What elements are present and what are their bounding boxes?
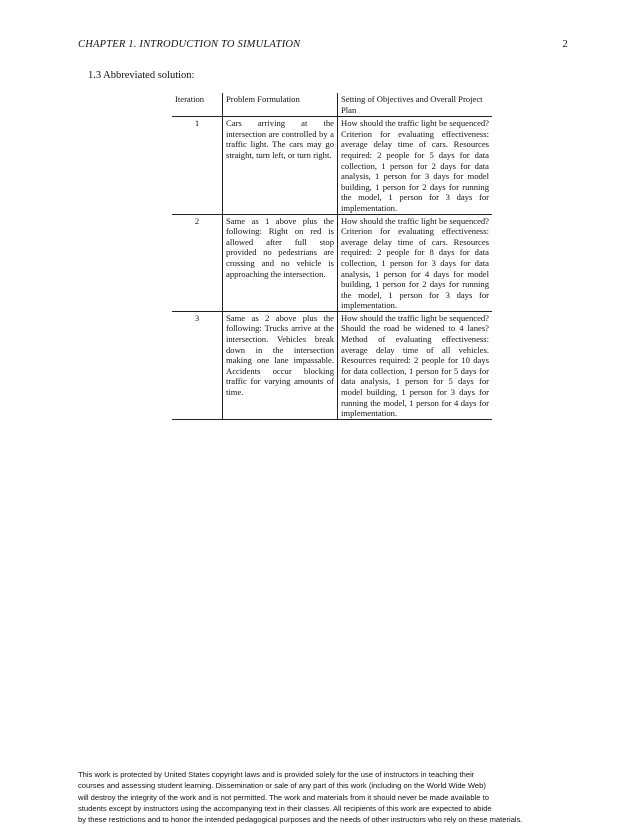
iteration-cell: 1 [172,117,223,214]
iteration-cell: 3 [172,311,223,419]
problem-cell: Same as 1 above plus the following: Right on red is allowed after full stop provided no pedestrians are crossing and no vehicle is approaching the intersection. [223,214,338,311]
copyright-line: by these restrictions and to honor the intended pedagogical purposes and the needs of other instructors who rely on these materials. [78,815,523,825]
table-row [172,117,492,214]
problem-cell: Cars arriving at the intersection are controlled by a traffic light. The cars may go straight, turn left, or turn right. [223,117,338,214]
table-row [172,214,492,311]
table-header-row [172,93,492,117]
section-heading: 1.3 Abbreviated solution: [88,70,195,81]
solution-table [172,93,492,420]
copyright-notice [78,769,578,825]
column-header-problem-formulation: Problem Formulation [223,93,338,117]
objectives-cell: How should the traffic light be sequenced? Criterion for evaluating effectiveness: average delay time of cars. Resources required: 2 people for 5 days for data collection, 1 person for 2 days for data analysis, 1 person for 3 days for model building, 1 person for 2 days for running the model, 1 person for 3 days for implementation. [338,117,493,214]
copyright-line: will destroy the integrity of the work and is not permitted. The work and materials from it should never be made available to [78,792,489,802]
problem-cell: Same as 2 above plus the following: Trucks arrive at the intersection. Vehicles break down in the intersection making one lane impassable. Accidents occur blocking traffic for varying amounts of time. [223,311,338,419]
column-header-iteration: Iteration [172,93,223,117]
column-header-objectives: Setting of Objectives and Overall Project Plan [338,93,493,117]
objectives-cell: How should the traffic light be sequenced? Should the road be widened to 4 lanes? Method of evaluating effectiveness: average delay time of all vehicles. Resources required: 2 people for 10 days for data collection, 1 person for 5 days for data analysis, 1 person for 5 days for model building, 1 person for 3 days for running the model, 1 person for 4 days for implementation. [338,311,493,419]
iteration-cell: 2 [172,214,223,311]
page-number: 2 [562,39,568,50]
objectives-cell: How should the traffic light be sequenced? Criterion for evaluating effectiveness: average delay time of cars. Resources required: 2 people for 8 days for data collection, 1 person for 3 days for data analysis, 1 person for 4 days for model building, 1 person for 2 days for running the model, 1 person for 3 days for implementation. [338,214,493,311]
running-header [78,39,568,50]
chapter-title: CHAPTER 1. INTRODUCTION TO SIMULATION [78,39,301,50]
copyright-line: courses and assessing student learning. Dissemination or sale of any part of this work (including on the World Wide Web) [78,781,486,791]
copyright-line: students except by instructors using the accompanying text in their classes. All recipients of this work are expected to abide [78,803,492,813]
copyright-line: This work is protected by United States copyright laws and is provided solely for the use of instructors in teaching their [78,770,475,779]
table-row [172,311,492,419]
